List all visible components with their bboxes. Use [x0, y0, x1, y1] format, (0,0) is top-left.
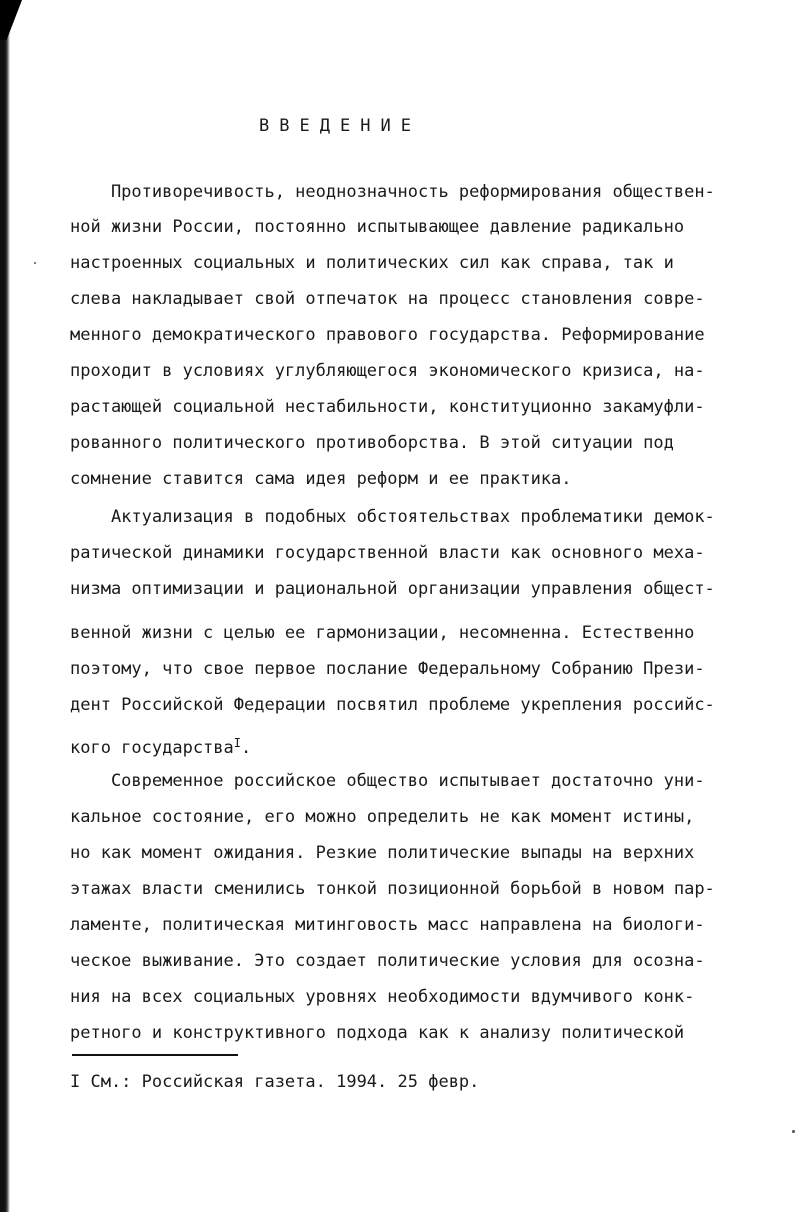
binding-mark	[0, 0, 22, 40]
text-line: менного демократического правового государства. Реформирование	[70, 325, 705, 345]
text-line: настроенных социальных и политических сил как справа, так и	[70, 253, 674, 273]
text-line: сомнение ставится сама идея реформ и ее практика.	[70, 469, 572, 489]
text-line: дент Российской Федерации посвятил проблеме укрепления российс-	[70, 695, 715, 715]
scan-speck	[34, 262, 36, 264]
text-line: венной жизни с целью ее гармонизации, несомненна. Естественно	[70, 623, 695, 643]
sentence-period: .	[241, 738, 252, 758]
text-line: Актуализация в подобных обстоятельствах проблематики демок-	[70, 507, 715, 527]
text-line: этажах власти сменились тонкой позиционной борьбой в новом пар-	[70, 879, 715, 899]
text-line: ратической динамики государственной власти как основного меха-	[70, 543, 705, 563]
text-line: низма оптимизации и рациональной организации управления общест-	[70, 579, 715, 599]
text-line: рованного политического противоборства. В этой ситуации под	[70, 433, 674, 453]
scan-speck	[792, 1130, 795, 1133]
text-line: растающей социальной нестабильности, конституционно закамуфли-	[70, 397, 705, 417]
footnote-reference: I	[233, 736, 241, 750]
text-line: поэтому, что свое первое послание Федеральному Собранию Прези-	[70, 659, 705, 679]
page-title: ВВЕДЕНИЕ	[259, 116, 421, 136]
text-line: ния на всех социальных уровнях необходимости вдумчивого конк-	[70, 987, 695, 1007]
text-line: ретного и конструктивного подхода как к анализу политической	[70, 1023, 685, 1043]
text-line: ческое выживание. Это создает политические условия для осозна-	[70, 951, 705, 971]
text-line: проходит в условиях углубляющегося экономического кризиса, на-	[70, 361, 705, 381]
text-line: ной жизни России, постоянно испытывающее давление радикально	[70, 217, 685, 237]
footnote-divider	[72, 1054, 238, 1056]
text-line: Современное российское общество испытывает достаточно уни-	[70, 771, 705, 791]
text-line-with-footnote	[70, 733, 252, 758]
text-line: слева накладывает свой отпечаток на процесс становления совре-	[70, 289, 705, 309]
text-line: но как момент ожидания. Резкие политические выпады на верхних	[70, 843, 695, 863]
text-line: кальное состояние, его можно определить не как момент истины,	[70, 807, 695, 827]
text-segment: кого государства	[70, 738, 234, 758]
page-binding-edge	[0, 0, 10, 1212]
text-line: ламенте, политическая митинговость масс направлена на биологи-	[70, 915, 705, 935]
text-line: Противоречивость, неоднозначность реформирования обществен-	[70, 182, 715, 202]
footnote-text: I См.: Российская газета. 1994. 25 февр.	[70, 1072, 480, 1092]
